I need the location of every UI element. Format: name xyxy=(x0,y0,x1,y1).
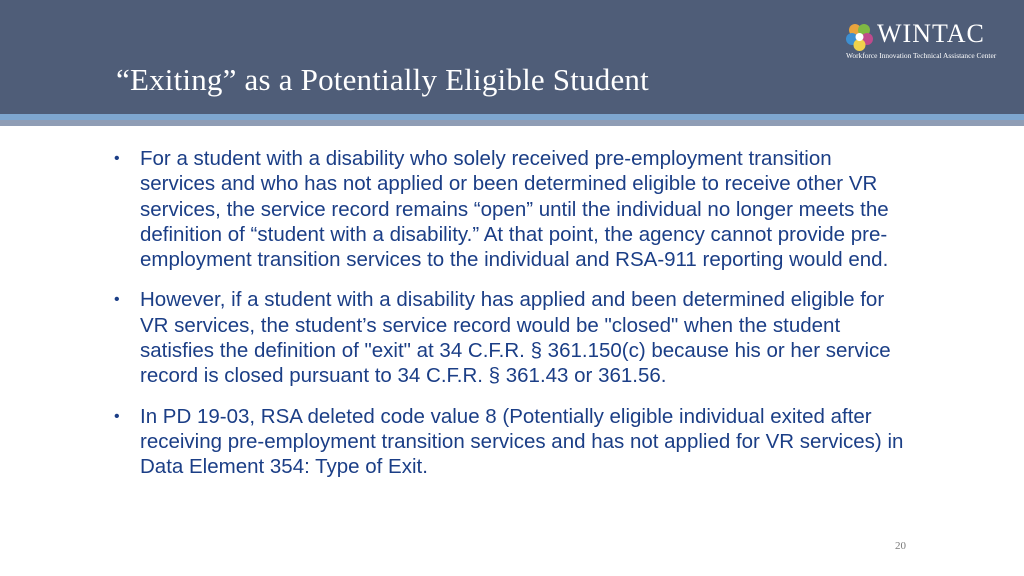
bullet-item xyxy=(112,404,912,480)
bullet-text: In PD 19-03, RSA deleted code value 8 (Potentially eligible individual exited after receiving pre-employment transition services and has not applied for VR services) in Data Element 354: Type of Exit. xyxy=(140,404,904,479)
slide-title: “Exiting” as a Potentially Eligible Student xyxy=(116,62,649,97)
bullet-marker: • xyxy=(114,407,120,425)
logo-wordmark: WINTAC xyxy=(877,19,985,48)
bullet-list xyxy=(112,146,912,495)
bullet-marker: • xyxy=(114,150,120,167)
logo-tagline: Workforce Innovation Technical Assistance Center xyxy=(846,51,997,60)
bullet-item xyxy=(112,287,912,388)
bullet-item xyxy=(112,146,912,272)
wintac-logo-icon xyxy=(843,20,877,54)
logo-center xyxy=(856,33,864,41)
bullet-text: For a student with a disability who solely received pre-employment transition services and who has not applied or been determined eligible to receive other VR services, the service record remains “open” until the individual no longer meets the definition of “student with a disability.” At that point, the agency cannot provide pre-employment transition services to the individual and RSA-911 reporting would end. xyxy=(140,147,889,272)
header-accent-stripe-secondary xyxy=(0,120,1024,126)
slide-header xyxy=(0,0,1024,114)
page-number: 20 xyxy=(895,540,906,552)
bullet-text: However, if a student with a disability has applied and been determined eligible for VR services, the student’s service record would be "closed" when the student satisfies the definition of "exit" at 34 C.F.R. § 361.150(c) because his or her service record is closed pursuant to 34 C.F.R. § 361.43 or 361.56. xyxy=(140,288,891,388)
wintac-logo xyxy=(843,20,1015,66)
bullet-marker: • xyxy=(114,291,120,309)
